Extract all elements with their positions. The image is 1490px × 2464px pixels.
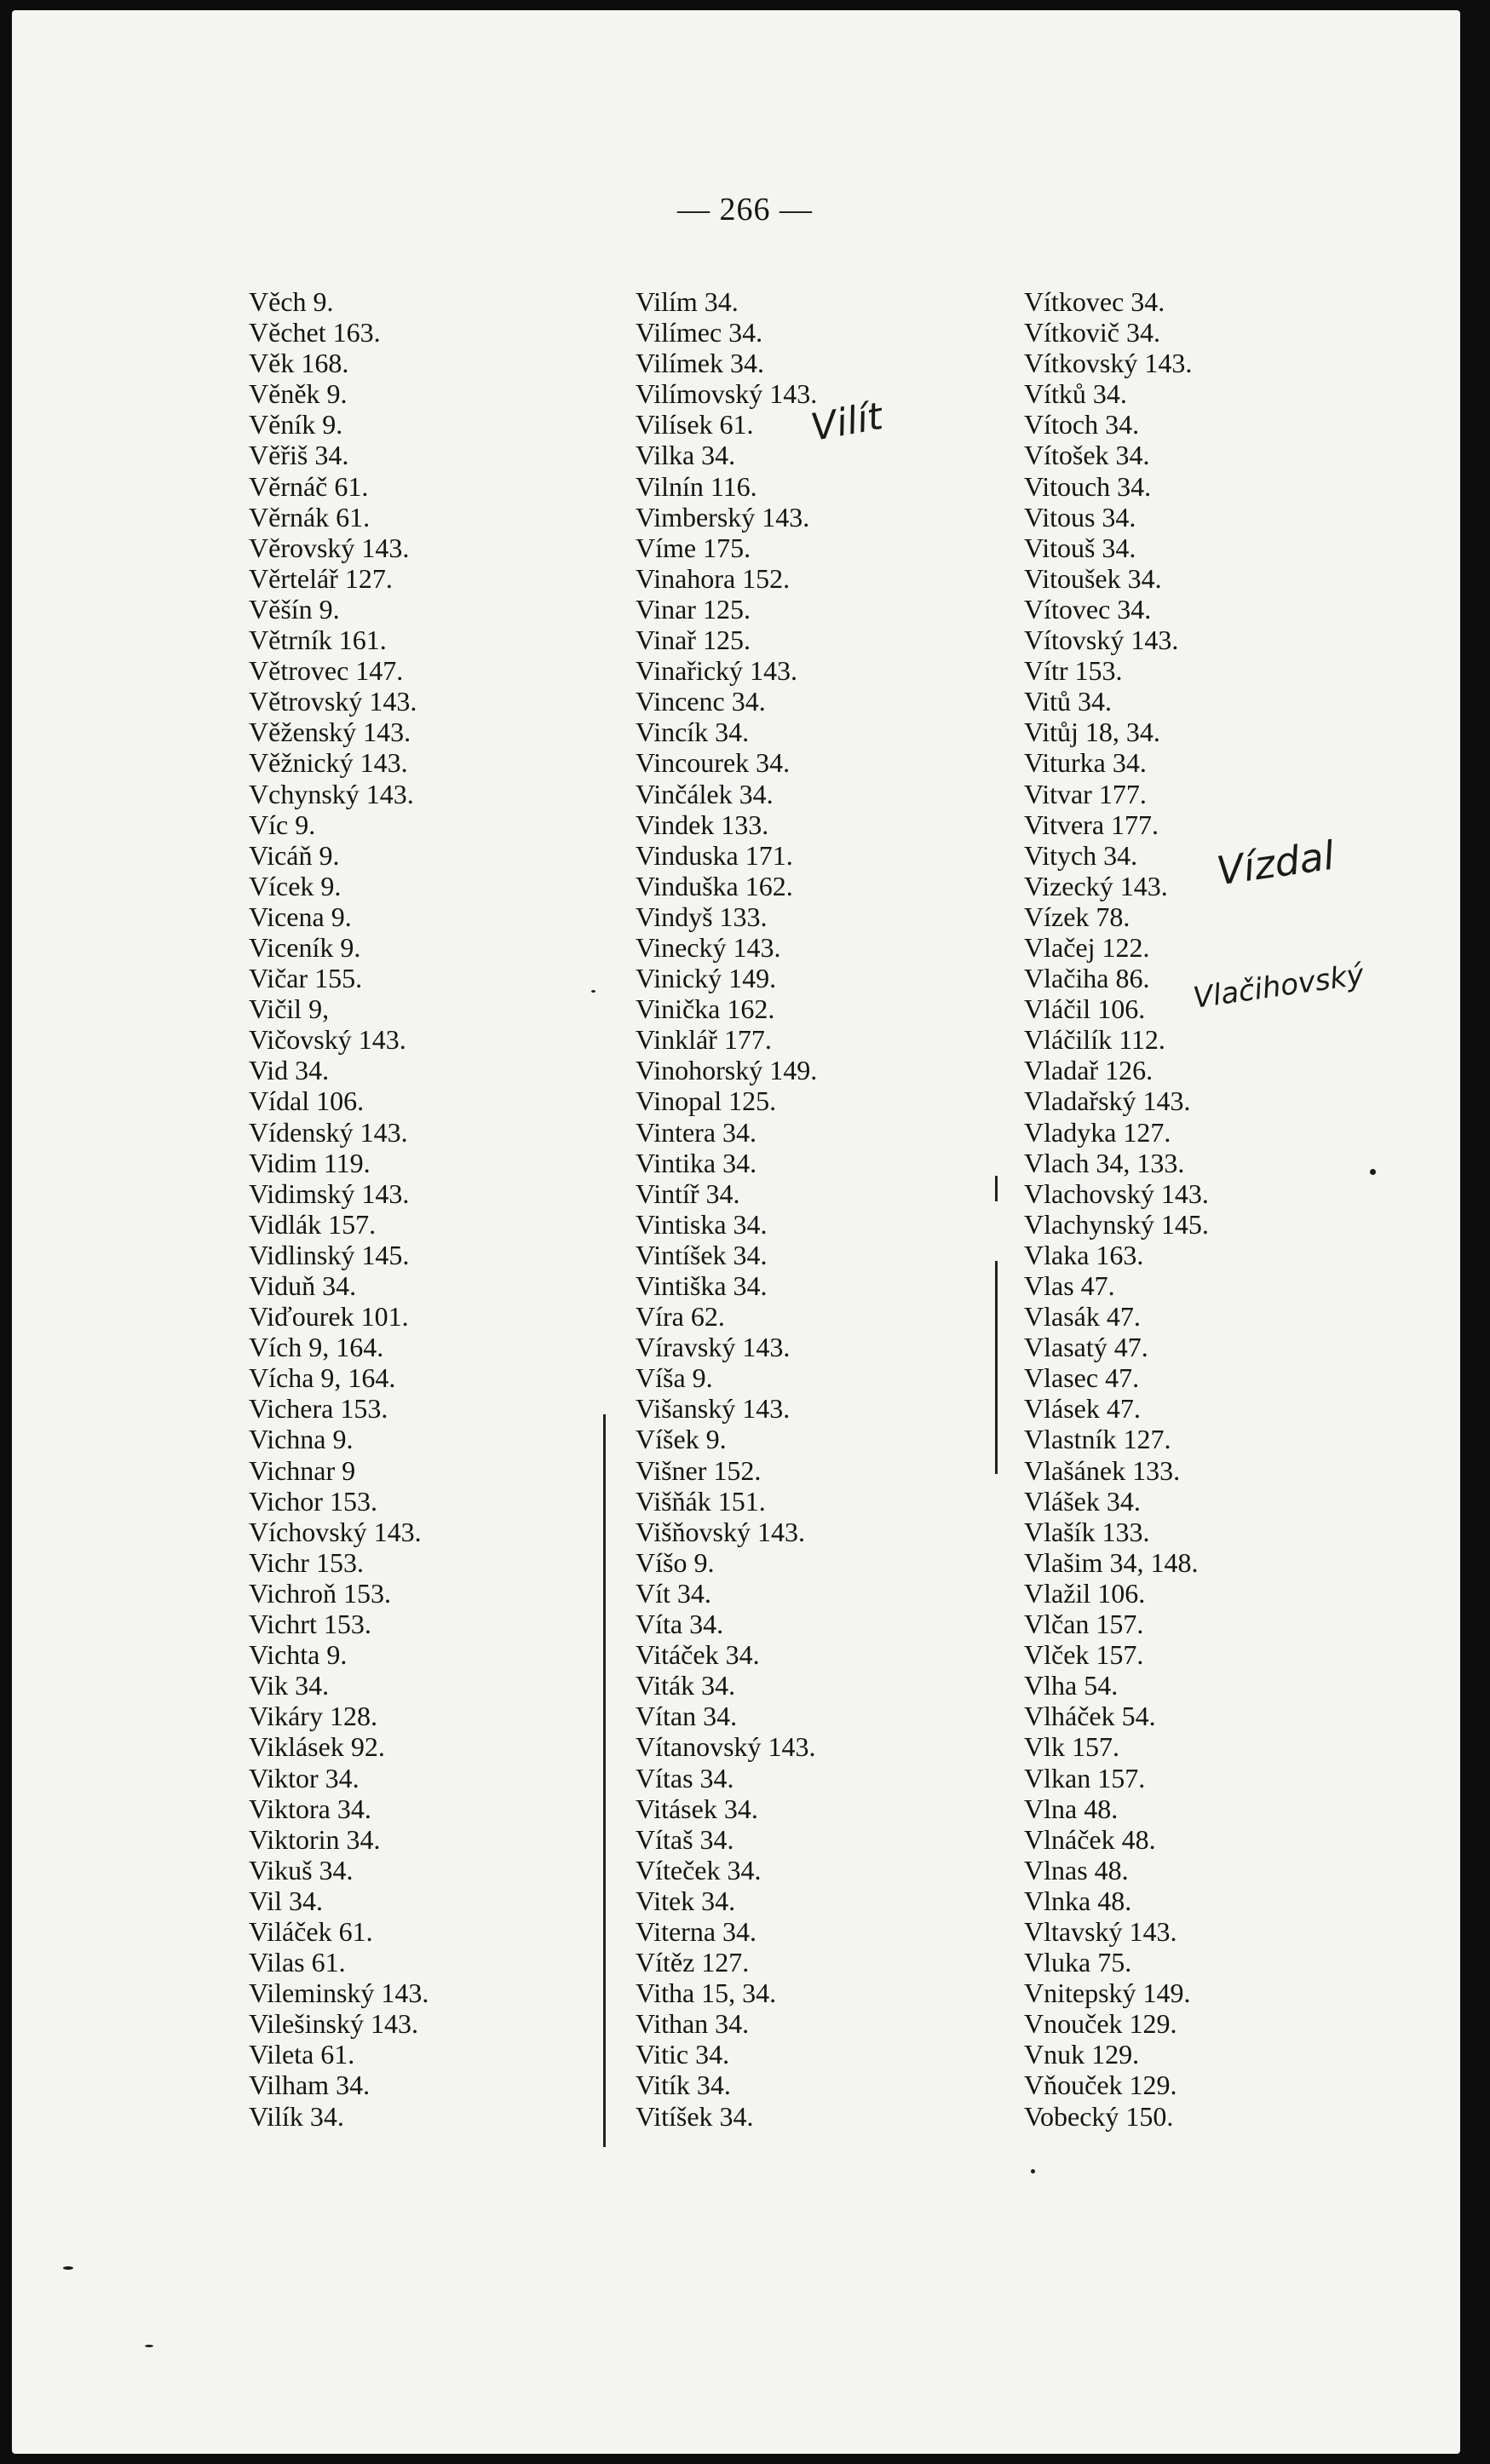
- surname-entry: Vlašánek 133.: [1024, 1454, 1181, 1486]
- surname-entry: Věněk 9.: [249, 378, 348, 410]
- surname-entry: Vichera 153.: [249, 1393, 388, 1425]
- surname-entry: Vinecký 143.: [636, 931, 781, 963]
- surname-entry: Vlažil 106.: [1024, 1577, 1146, 1609]
- surname-entry: Vik 34.: [249, 1670, 330, 1701]
- surname-entry: Viták 34.: [636, 1670, 736, 1701]
- surname-entry: Vinařický 143.: [636, 655, 798, 687]
- surname-entry: Vladař 126.: [1024, 1055, 1153, 1086]
- surname-entry: Višner 152.: [636, 1454, 762, 1486]
- surname-entry: Viduň 34.: [249, 1270, 357, 1301]
- ink-speck: [1031, 2169, 1035, 2173]
- surname-entry: Vitych 34.: [1024, 839, 1138, 871]
- surname-entry: Vitík 34.: [636, 2070, 731, 2101]
- surname-entry: Vilešinský 143.: [249, 2008, 418, 2040]
- surname-entry: Vláčilík 112.: [1024, 1024, 1165, 1056]
- surname-entry: Vinduška 162.: [636, 870, 793, 901]
- surname-entry: Vinduska 171.: [636, 839, 793, 871]
- surname-entry: Vídal 106.: [249, 1085, 365, 1117]
- surname-entry: Vchynský 143.: [249, 778, 414, 809]
- surname-entry: Vlašík 133.: [1024, 1516, 1150, 1547]
- handwritten-note-vizdal: Vízdal: [1213, 832, 1338, 895]
- surname-entry: Vítošek 34.: [1024, 440, 1150, 471]
- surname-entry: Vlnáček 48.: [1024, 1823, 1156, 1855]
- surname-column-2: [636, 286, 817, 2132]
- surname-entry: Vlastník 127.: [1024, 1424, 1171, 1455]
- surname-entry: Vlček 157.: [1024, 1639, 1144, 1671]
- surname-entry: Věženský 143.: [249, 717, 411, 748]
- surname-entry: Větrovec 147.: [249, 655, 404, 687]
- surname-entry: Vinický 149.: [636, 963, 777, 994]
- margin-rule: [995, 1261, 998, 1474]
- surname-entry: Vidimský 143.: [249, 1177, 410, 1209]
- surname-column-3: [1024, 286, 1209, 2132]
- surname-entry: Vízek 78.: [1024, 901, 1130, 932]
- surname-entry: Vítěz 127.: [636, 1947, 750, 1978]
- surname-entry: Vilnín 116.: [636, 470, 757, 502]
- surname-entry: Vít 34.: [636, 1577, 711, 1609]
- surname-entry: Vicáň 9.: [249, 839, 340, 871]
- surname-entry: Vobecký 150.: [1024, 2100, 1174, 2132]
- surname-entry: Víme 175.: [636, 532, 751, 563]
- surname-entry: Viktora 34.: [249, 1793, 371, 1824]
- surname-entry: Věník 9.: [249, 409, 343, 440]
- surname-entry: Vlnka 48.: [1024, 1885, 1132, 1916]
- surname-entry: Vitáček 34.: [636, 1639, 760, 1671]
- handwritten-note-vlacihovsky: Vlačihovský: [1191, 958, 1366, 1016]
- surname-entry: Věchet 163.: [249, 317, 381, 348]
- surname-entry: Vintera 34.: [636, 1116, 757, 1148]
- surname-entry: Vítovec 34.: [1024, 593, 1152, 625]
- surname-entry: Vintiška 34.: [636, 1270, 768, 1301]
- surname-entry: Vladyka 127.: [1024, 1116, 1171, 1148]
- surname-entry: Vítr 153.: [1024, 655, 1123, 687]
- handwritten-note-vilit: Vilít: [808, 394, 886, 450]
- surname-column-1: [249, 286, 429, 2132]
- surname-entry: Vlha 54.: [1024, 1670, 1119, 1701]
- surname-entry: Vitek 34.: [636, 1885, 736, 1916]
- surname-entry: Vitásek 34.: [636, 1793, 758, 1824]
- surname-entry: Vlašim 34, 148.: [1024, 1546, 1199, 1578]
- surname-entry: Vilímec 34.: [636, 317, 763, 348]
- surname-entry: Vítas 34.: [636, 1762, 734, 1793]
- surname-entry: Vitůj 18, 34.: [1024, 717, 1160, 748]
- surname-entry: Vincenc 34.: [636, 686, 766, 717]
- surname-entry: Vizecký 143.: [1024, 870, 1168, 901]
- surname-entry: Vitha 15, 34.: [636, 1978, 777, 2009]
- surname-entry: Vladařský 143.: [1024, 1085, 1191, 1117]
- surname-entry: Vid 34.: [249, 1055, 330, 1086]
- page-number: — 266 —: [677, 192, 813, 227]
- ink-speck: [63, 2266, 73, 2270]
- surname-entry: Vlach 34, 133.: [1024, 1147, 1185, 1178]
- surname-entry: Vítovský 143.: [1024, 625, 1179, 656]
- surname-entry: Vinklář 177.: [636, 1024, 772, 1056]
- surname-entry: Vimberský 143.: [636, 501, 810, 533]
- surname-entry: Větrovský 143.: [249, 686, 417, 717]
- surname-entry: Vítaš 34.: [636, 1823, 734, 1855]
- surname-entry: Víta 34.: [636, 1609, 724, 1640]
- surname-entry: Vilas 61.: [249, 1947, 346, 1978]
- surname-entry: Viktor 34.: [249, 1762, 360, 1793]
- surname-entry: Vincourek 34.: [636, 747, 791, 779]
- surname-entry: Vintiska 34.: [636, 1208, 768, 1240]
- surname-entry: Višňovský 143.: [636, 1516, 805, 1547]
- surname-entry: Vilík 34.: [249, 2100, 344, 2132]
- surname-entry: Vitouš 34.: [1024, 532, 1136, 563]
- surname-entry: Větrník 161.: [249, 625, 387, 656]
- surname-entry: Vlčan 157.: [1024, 1609, 1144, 1640]
- surname-entry: Vltavský 143.: [1024, 1915, 1177, 1947]
- surname-entry: Vlnas 48.: [1024, 1854, 1129, 1885]
- surname-entry: Vinohorský 149.: [636, 1055, 818, 1086]
- surname-entry: Vintíšek 34.: [636, 1239, 768, 1270]
- surname-entry: Vilham 34.: [249, 2070, 371, 2101]
- surname-entry: Věšín 9.: [249, 593, 340, 625]
- surname-entry: Vlachovský 143.: [1024, 1177, 1209, 1209]
- surname-entry: Vil 34.: [249, 1885, 323, 1916]
- surname-entry: Víteček 34.: [636, 1854, 762, 1885]
- surname-entry: Višňák 151.: [636, 1485, 766, 1517]
- surname-entry: Vídenský 143.: [249, 1116, 408, 1148]
- surname-entry: Viceník 9.: [249, 931, 361, 963]
- surname-entry: Vichrt 153.: [249, 1609, 371, 1640]
- surname-entry: Vichnar 9: [249, 1454, 356, 1486]
- surname-entry: Vitíšek 34.: [636, 2100, 754, 2132]
- surname-entry: Viklásek 92.: [249, 1731, 385, 1763]
- surname-entry: Vilímovský 143.: [636, 378, 818, 410]
- surname-entry: Vitoušek 34.: [1024, 562, 1162, 594]
- surname-entry: Vintika 34.: [636, 1147, 757, 1178]
- surname-entry: Vichta 9.: [249, 1639, 348, 1671]
- ink-speck: [591, 990, 595, 993]
- surname-entry: Vicena 9.: [249, 901, 352, 932]
- surname-entry: Vilísek 61.: [636, 409, 754, 440]
- surname-entry: Vinahora 152.: [636, 562, 791, 594]
- surname-entry: Víravský 143.: [636, 1332, 791, 1363]
- surname-entry: Vindyš 133.: [636, 901, 768, 932]
- surname-entry: Vlasec 47.: [1024, 1362, 1140, 1394]
- margin-rule: [995, 1176, 998, 1201]
- surname-entry: Vitous 34.: [1024, 501, 1136, 533]
- surname-entry: Vnitерský 149.: [1024, 1978, 1191, 2009]
- surname-entry: Věch 9.: [249, 286, 334, 317]
- surname-entry: Vinčálek 34.: [636, 778, 774, 809]
- surname-entry: Věrovský 143.: [249, 532, 410, 563]
- surname-entry: Viktorin 34.: [249, 1823, 381, 1855]
- surname-entry: Věk 168.: [249, 348, 349, 379]
- surname-entry: Viláček 61.: [249, 1915, 373, 1947]
- surname-entry: Vindek 133.: [636, 809, 769, 840]
- surname-entry: Vidlinský 145.: [249, 1239, 410, 1270]
- surname-entry: Vítanovský 143.: [636, 1731, 816, 1763]
- surname-entry: Vlasatý 47.: [1024, 1332, 1148, 1363]
- surname-entry: Vláčil 106.: [1024, 993, 1146, 1025]
- surname-entry: Víšo 9.: [636, 1546, 715, 1578]
- surname-entry: Vnuk 129.: [1024, 2039, 1140, 2070]
- surname-entry: Vítan 34.: [636, 1701, 738, 1732]
- surname-entry: Vítkovec 34.: [1024, 286, 1165, 317]
- surname-entry: Věrnáč 61.: [249, 470, 369, 502]
- surname-entry: Vikuš 34.: [249, 1854, 354, 1885]
- ink-speck: [1370, 1169, 1376, 1175]
- surname-entry: Vňouček 129.: [1024, 2070, 1177, 2101]
- surname-entry: Vinopal 125.: [636, 1085, 777, 1117]
- surname-entry: Věrnák 61.: [249, 501, 371, 533]
- surname-entry: Vinička 162.: [636, 993, 775, 1025]
- surname-entry: Věrtelář 127.: [249, 562, 393, 594]
- surname-entry: Víra 62.: [636, 1301, 725, 1333]
- surname-entry: Vlasák 47.: [1024, 1301, 1141, 1333]
- surname-entry: Vluka 75.: [1024, 1947, 1132, 1978]
- surname-entry: Vícha 9, 164.: [249, 1362, 396, 1394]
- surname-entry: Víchovský 143.: [249, 1516, 422, 1547]
- surname-entry: Vidlák 157.: [249, 1208, 377, 1240]
- surname-entry: Vičovský 143.: [249, 1024, 406, 1056]
- surname-entry: Vinař 125.: [636, 625, 751, 656]
- surname-entry: Vitvera 177.: [1024, 809, 1159, 840]
- surname-entry: Vícek 9.: [249, 870, 342, 901]
- surname-entry: Víc 9.: [249, 809, 316, 840]
- surname-entry: Vnouček 129.: [1024, 2008, 1177, 2040]
- surname-entry: Vitvar 177.: [1024, 778, 1147, 809]
- surname-entry: Vitouch 34.: [1024, 470, 1152, 502]
- surname-entry: Vilímek 34.: [636, 348, 764, 379]
- surname-entry: Vičil 9,: [249, 993, 330, 1025]
- surname-entry: Vichna 9.: [249, 1424, 354, 1455]
- surname-entry: Vlachynský 145.: [1024, 1208, 1209, 1240]
- surname-entry: Věřiš 34.: [249, 440, 349, 471]
- surname-entry: Vichroň 153.: [249, 1577, 391, 1609]
- surname-entry: Vileminský 143.: [249, 1978, 429, 2009]
- surname-entry: Vlháček 54.: [1024, 1701, 1156, 1732]
- surname-entry: Vítkovič 34.: [1024, 317, 1160, 348]
- surname-entry: Višanský 143.: [636, 1393, 791, 1425]
- surname-entry: Vlačiha 86.: [1024, 963, 1150, 994]
- surname-entry: Vlk 157.: [1024, 1731, 1119, 1763]
- surname-entry: Vilím 34.: [636, 286, 739, 317]
- surname-entry: Viterna 34.: [636, 1915, 757, 1947]
- surname-entry: Víšek 9.: [636, 1424, 727, 1455]
- surname-entry: Vintíř 34.: [636, 1177, 740, 1209]
- surname-entry: Vikáry 128.: [249, 1701, 377, 1732]
- surname-entry: Vlaka 163.: [1024, 1239, 1144, 1270]
- surname-entry: Víša 9.: [636, 1362, 713, 1394]
- surname-entry: Vích 9, 164.: [249, 1332, 384, 1363]
- surname-entry: Vithan 34.: [636, 2008, 750, 2040]
- surname-entry: Vitic 34.: [636, 2039, 730, 2070]
- surname-entry: Vítků 34.: [1024, 378, 1127, 410]
- ink-speck: [145, 2345, 153, 2347]
- surname-entry: Vítkovský 143.: [1024, 348, 1193, 379]
- surname-entry: Vichr 153.: [249, 1546, 364, 1578]
- surname-entry: Vítoch 34.: [1024, 409, 1140, 440]
- surname-entry: Vlačej 122.: [1024, 931, 1150, 963]
- surname-entry: Vilka 34.: [636, 440, 736, 471]
- margin-rule: [603, 1414, 606, 2147]
- surname-entry: Viturka 34.: [1024, 747, 1147, 779]
- surname-entry: Vlna 48.: [1024, 1793, 1119, 1824]
- surname-entry: Vlkan 157.: [1024, 1762, 1146, 1793]
- surname-entry: Vlas 47.: [1024, 1270, 1115, 1301]
- surname-entry: Vichor 153.: [249, 1485, 377, 1517]
- surname-entry: Vičar 155.: [249, 963, 363, 994]
- surname-entry: Vidim 119.: [249, 1147, 371, 1178]
- surname-entry: Věžnický 143.: [249, 747, 408, 779]
- surname-entry: Viďourek 101.: [249, 1301, 409, 1333]
- surname-entry: Vinar 125.: [636, 593, 751, 625]
- surname-entry: Vileta 61.: [249, 2039, 355, 2070]
- surname-entry: Vincík 34.: [636, 717, 750, 748]
- surname-entry: Vitů 34.: [1024, 686, 1112, 717]
- surname-entry: Vlášek 34.: [1024, 1485, 1141, 1517]
- surname-entry: Vlásek 47.: [1024, 1393, 1141, 1425]
